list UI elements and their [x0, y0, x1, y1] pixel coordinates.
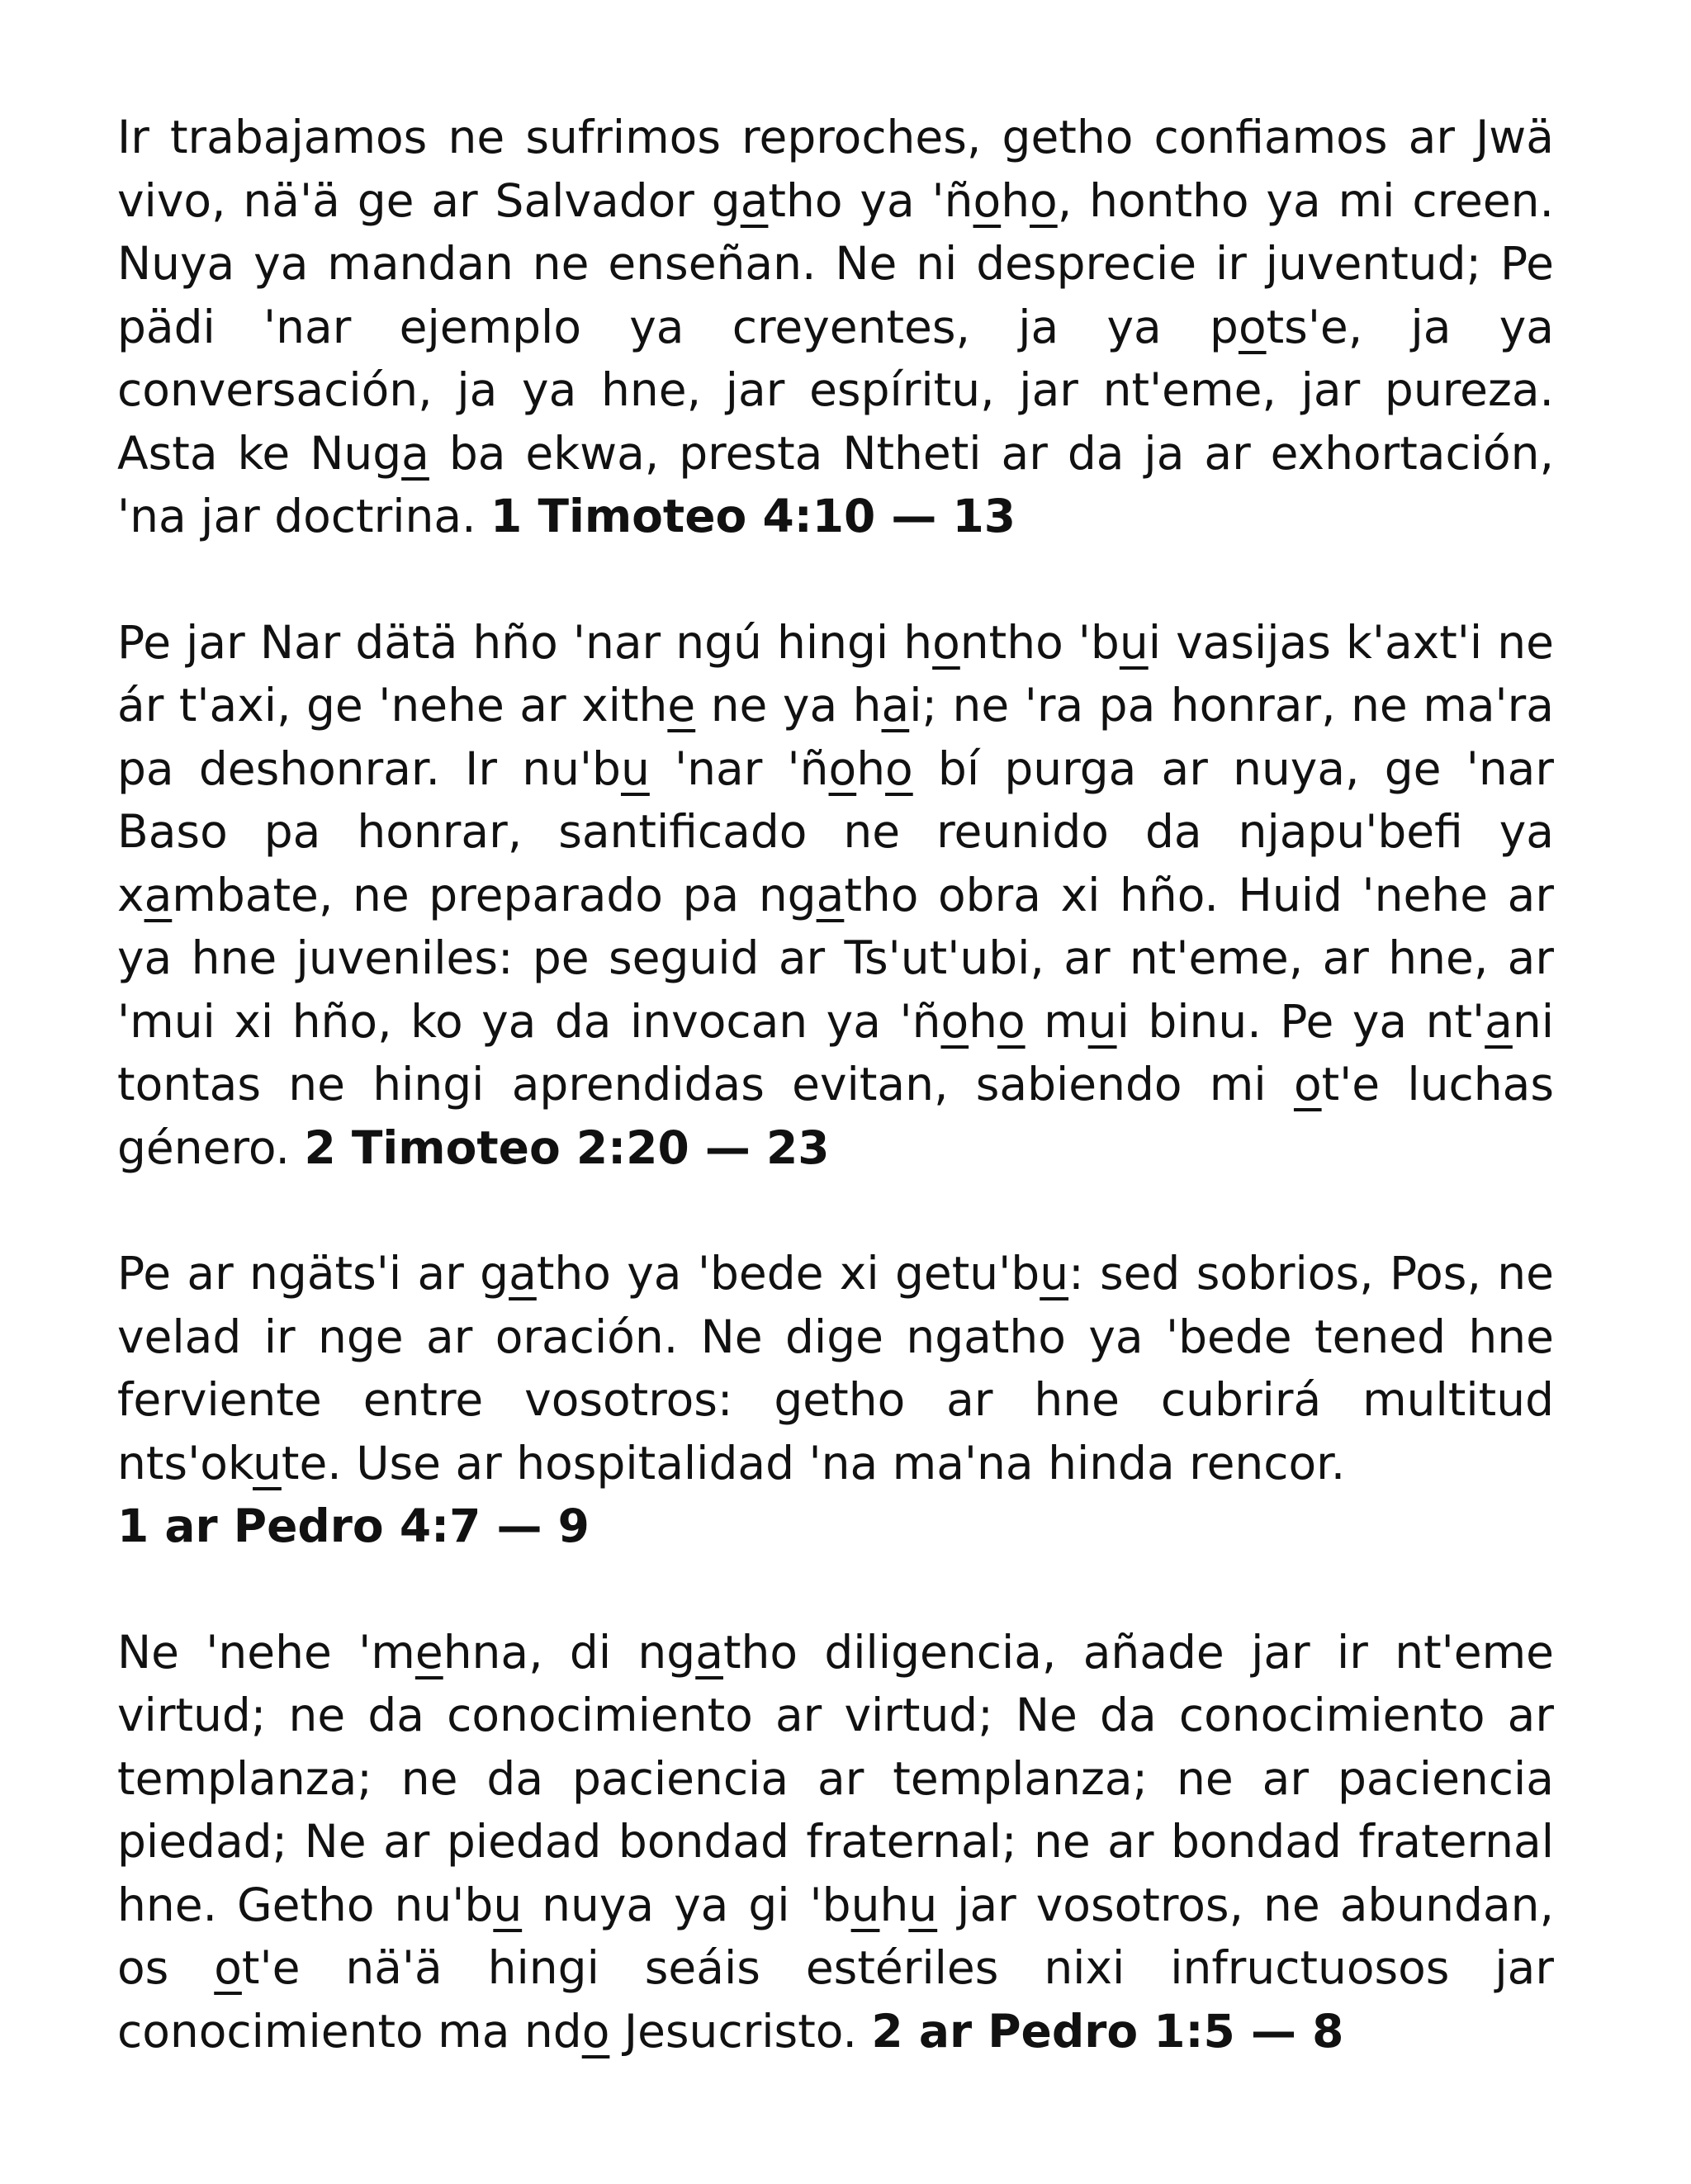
underlined-letter: o — [1030, 173, 1058, 227]
passage-text: i vasijas k'axt'i ne ár t'axi, ge 'nehe ar xith — [117, 615, 1554, 732]
underlined-letter: e — [667, 679, 696, 732]
underlined-letter: u — [850, 1878, 880, 1931]
passage-text: h — [969, 994, 997, 1048]
passage-text: ntho 'b — [959, 615, 1120, 669]
passage-text: hna, di ng — [443, 1625, 696, 1679]
passage-text: h — [879, 1878, 909, 1931]
underlined-letter: e — [414, 1625, 443, 1679]
scripture-reference: 1 Timoteo 4:10 — 13 — [490, 490, 1016, 542]
underlined-letter: a — [1485, 994, 1513, 1048]
passage — [117, 1621, 1554, 2063]
passage-text: t'e luchas género. — [117, 1058, 1555, 1174]
passage-text: i binu. Pe ya nt' — [1116, 994, 1485, 1048]
underlined-letter: o — [997, 994, 1025, 1048]
passage-text: Pe ar ngäts'i ar g — [117, 1247, 509, 1300]
underlined-letter: o — [1238, 300, 1267, 353]
underlined-letter: o — [885, 741, 913, 795]
passage-text: jar vosotros, ne abundan, os — [117, 1878, 1554, 1994]
underlined-letter: o — [932, 615, 960, 669]
underlined-letter: a — [816, 868, 845, 921]
underlined-letter: o — [581, 2004, 610, 2058]
underlined-letter: u — [908, 1878, 938, 1931]
passage-text: m — [1025, 994, 1088, 1048]
underlined-letter: a — [695, 1625, 723, 1679]
passage — [117, 1242, 1554, 1558]
passage-text: tho ya 'bede xi getu'b — [536, 1247, 1040, 1300]
passage-text: i; ne 'ra pa honrar, ne ma'ra pa deshonrar. Ir nu'b — [117, 679, 1554, 795]
passage-text: ne ya h — [695, 679, 882, 732]
passage-text: tho obra xi hño. Huid 'nehe ar ya hne juveniles: pe seguid ar Ts'ut'ubi, ar nt'eme, ar hne, ar 'mui xi hño, ko ya da invocan ya 'ñ — [117, 868, 1554, 1048]
scripture-reference: 2 Timoteo 2:20 — 23 — [304, 1120, 830, 1174]
passage-text: mbate, ne preparado pa ng — [172, 868, 817, 921]
underlined-letter: o — [940, 994, 969, 1048]
passage-text: Ne 'nehe 'm — [117, 1625, 415, 1679]
passage — [117, 106, 1554, 548]
underlined-letter: u — [1040, 1247, 1069, 1300]
underlined-letter: a — [740, 173, 769, 227]
underlined-letter: u — [620, 741, 650, 795]
passage-text: 'nar 'ñ — [649, 741, 829, 795]
scripture-reference: 2 ar Pedro 1:5 — 8 — [871, 2004, 1344, 2058]
passage-text: ba ekwa, presta Ntheti ar da ja ar exhortación, 'na jar doctrina. — [117, 426, 1554, 542]
underlined-letter: u — [493, 1878, 523, 1931]
passage-text: te. Use ar hospitalidad 'na ma'na hinda rencor. — [281, 1436, 1346, 1490]
passage-text: Jesucristo. — [609, 2004, 872, 2058]
underlined-letter: u — [1087, 994, 1117, 1048]
underlined-letter: o — [1293, 1058, 1322, 1111]
scripture-reference: 1 ar Pedro 4:7 — 9 — [117, 1499, 590, 1552]
underlined-letter: u — [253, 1436, 282, 1490]
passage-text: h — [856, 741, 886, 795]
passage-text: tho diligencia, añade jar ir nt'eme virtud; ne da conocimiento ar virtud; Ne da conocimiento ar templanza; ne da paciencia ar templanza; ne ar paciencia piedad; Ne ar piedad bondad fraternal; ne ar bondad fraternal hne. Getho nu'b — [117, 1625, 1555, 1931]
passage-text: h — [1001, 173, 1030, 227]
underlined-letter: a — [401, 426, 429, 480]
underlined-letter: o — [973, 173, 1002, 227]
passage-text: nuya ya gi 'b — [522, 1878, 851, 1931]
underlined-letter: a — [509, 1247, 537, 1300]
passage-text: ts'e, ja ya conversación, ja ya hne, jar espíritu, jar nt'eme, jar pureza. Asta ke Nug — [117, 300, 1554, 480]
passage-text: ni tontas ne hingi aprendidas evitan, sabiendo mi — [117, 994, 1555, 1111]
underlined-letter: o — [214, 1941, 242, 1994]
passage-text: Ir trabajamos ne sufrimos reproches, getho confiamos ar Jwä vivo, nä'ä ge ar Salvador g — [117, 111, 1554, 227]
underlined-letter: u — [1119, 615, 1149, 669]
passage — [117, 611, 1554, 1180]
passage-text: bí purga ar nuya, ge 'nar Baso pa honrar, santificado ne reunido da njapu'befi ya x — [117, 741, 1555, 921]
underlined-letter: o — [828, 741, 857, 795]
passage-text: , hontho ya mi creen. Nuya ya mandan ne enseñan. Ne ni desprecie ir juventud; Pe pädi 'nar ejemplo ya creyentes, ja ya p — [117, 173, 1554, 353]
passage-text: t'e nä'ä hingi seáis estériles nixi infructuosos jar conocimiento ma nd — [117, 1941, 1554, 2058]
document-page — [117, 106, 1554, 2125]
passage-text: tho ya 'ñ — [768, 173, 973, 227]
passage-text: Pe jar Nar dätä hño 'nar ngú hingi h — [117, 615, 933, 669]
passage-text: : sed sobrios, Pos, ne velad ir nge ar oración. Ne dige ngatho ya 'bede tened hne ferviente entre vosotros: getho ar hne cubrirá multitud nts'ok — [117, 1247, 1554, 1490]
underlined-letter: a — [144, 868, 173, 921]
underlined-letter: a — [881, 679, 910, 732]
